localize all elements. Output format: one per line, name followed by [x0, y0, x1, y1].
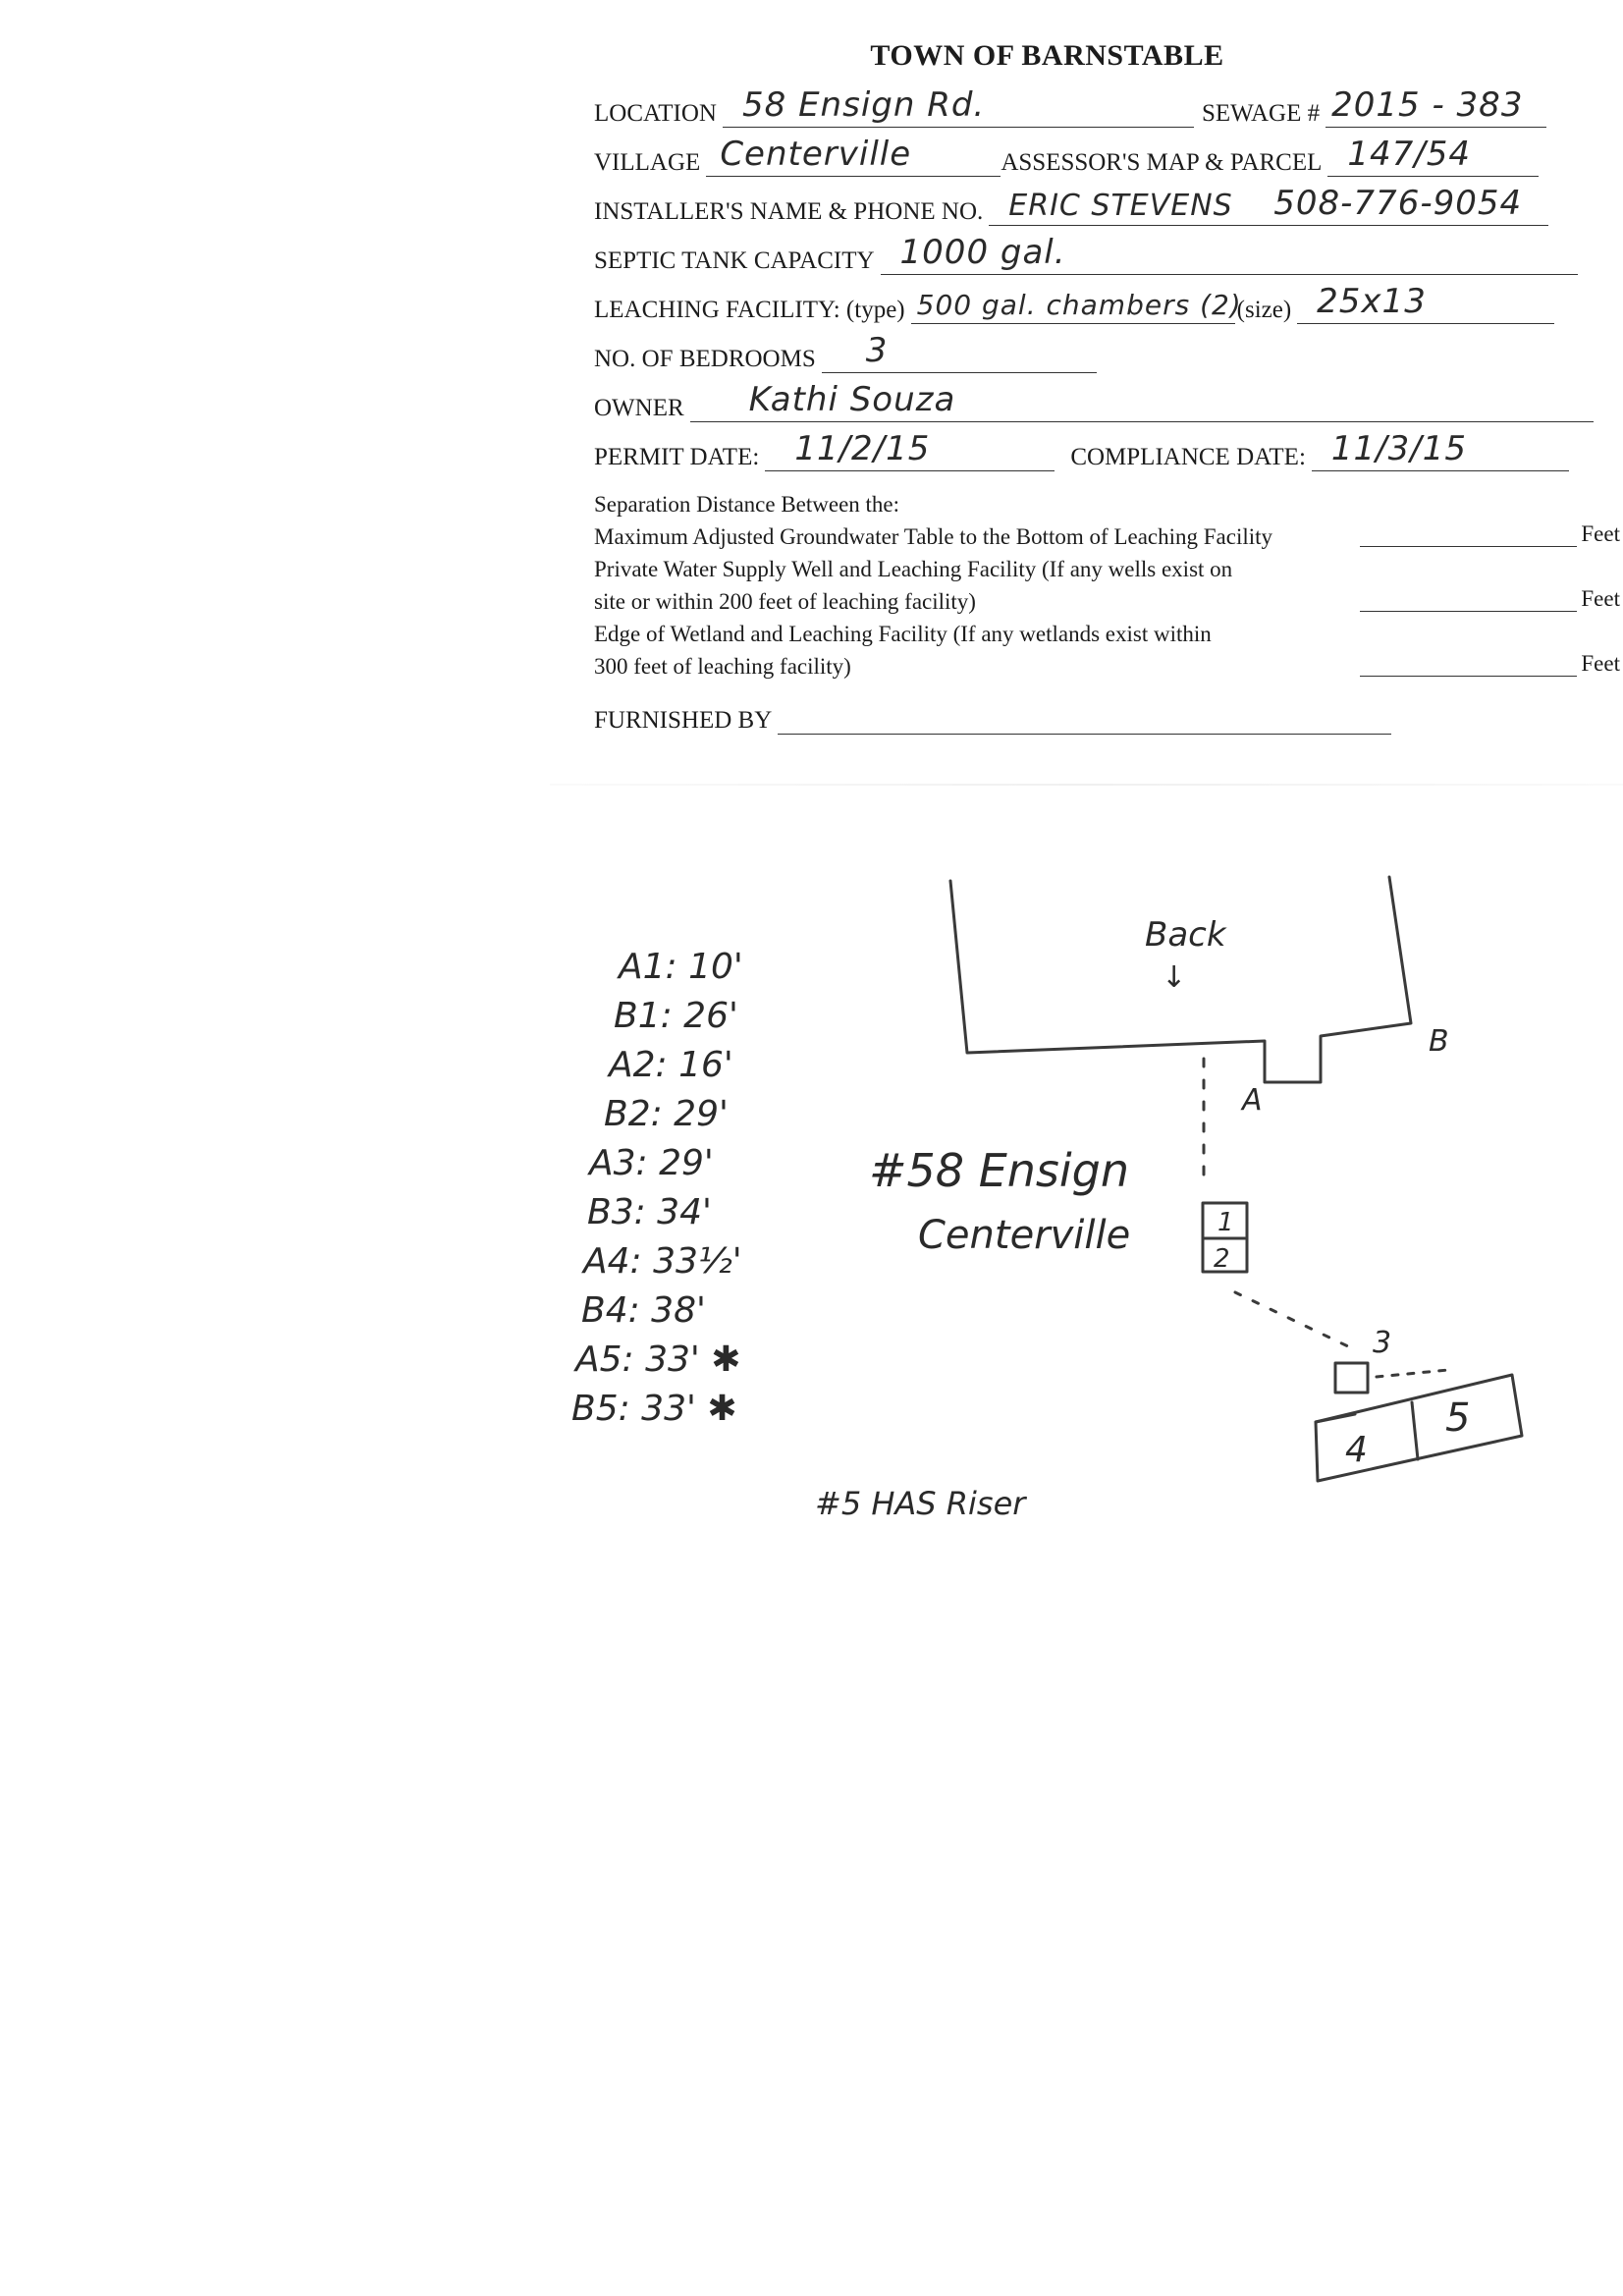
permit-label: PERMIT DATE:: [594, 444, 760, 470]
sewage-value: 2015 - 383: [1331, 85, 1524, 125]
installer-label: INSTALLER'S NAME & PHONE NO.: [594, 198, 984, 225]
measurement-item: B3: 34': [587, 1192, 712, 1232]
assessor-label: ASSESSOR'S MAP & PARCEL: [1001, 149, 1323, 176]
leaching-size-value: 25x13: [1317, 282, 1427, 321]
separation-item-wetland-line2: 300 feet of leaching facility): [594, 654, 851, 679]
measurement-item: B5: 33' ✱: [571, 1389, 737, 1429]
form-title: TOWN OF BARNSTABLE: [870, 39, 1224, 72]
village-label: VILLAGE: [594, 149, 701, 176]
bedrooms-label: NO. OF BEDROOMS: [594, 346, 816, 372]
leaching-type-value: 500 gal. chambers (2): [916, 289, 1242, 321]
separation-item-groundwater: Maximum Adjusted Groundwater Table to the Bottom of Leaching Facility: [594, 524, 1273, 549]
measurement-item: B1: 26': [614, 996, 738, 1036]
measurement-list: [569, 943, 743, 1434]
septic-label: SEPTIC TANK CAPACITY: [594, 247, 875, 274]
measurement-item: A4: 33½': [583, 1241, 742, 1282]
riser-note: #5 HAS Riser: [815, 1485, 1026, 1522]
separation-item-wetland-line1: Edge of Wetland and Leaching Facility (If any wetlands exist within: [594, 622, 1212, 646]
measurement-item: A1: 10': [619, 947, 743, 987]
location-value: 58 Ensign Rd.: [742, 85, 986, 125]
furnished-label: FURNISHED BY: [594, 707, 773, 734]
owner-label: OWNER: [594, 395, 684, 421]
leaching-label: LEACHING FACILITY: (type): [594, 297, 905, 323]
sewage-label: SEWAGE #: [1202, 100, 1321, 127]
location-label: LOCATION: [594, 100, 717, 127]
compliance-value: 11/3/15: [1330, 429, 1467, 468]
size-label: (size): [1236, 297, 1292, 323]
feet-label: Feet: [1581, 651, 1620, 676]
permit-value: 11/2/15: [794, 429, 931, 468]
bedrooms-value: 3: [865, 331, 889, 370]
pipe-line-2: [1235, 1292, 1350, 1347]
box-2-label: 2: [1214, 1244, 1230, 1274]
separation-item-well-line2: site or within 200 feet of leaching facility): [594, 589, 976, 614]
back-label: Back: [1145, 915, 1226, 955]
septic-value: 1000 gal.: [899, 233, 1066, 272]
point-a-label: A: [1242, 1083, 1263, 1118]
box-1-label: 1: [1217, 1208, 1234, 1237]
separation-heading: Separation Distance Between the:: [594, 492, 900, 517]
feet-label: Feet: [1581, 521, 1620, 546]
installer-name: ERIC STEVENS: [1008, 189, 1233, 223]
installer-phone: 508-776-9054: [1273, 184, 1523, 223]
measurement-item: B4: 38': [581, 1290, 706, 1331]
address-line1: #58 Ensign: [869, 1144, 1130, 1197]
measurement-item: A5: 33' ✱: [575, 1339, 741, 1380]
measurement-item: A2: 16': [609, 1045, 733, 1085]
feet-label: Feet: [1581, 586, 1620, 611]
point-b-label: B: [1429, 1024, 1449, 1059]
box-3-label: 3: [1373, 1326, 1392, 1360]
assessor-value: 147/54: [1347, 135, 1472, 174]
measurement-item: B2: 29': [604, 1094, 729, 1134]
village-value: Centerville: [720, 135, 912, 174]
box-4-label: 4: [1345, 1430, 1368, 1470]
back-arrow: ↓: [1162, 960, 1187, 995]
compliance-label: COMPLIANCE DATE:: [1070, 444, 1306, 470]
owner-value: Kathi Souza: [748, 380, 956, 419]
separation-item-well-line1: Private Water Supply Well and Leaching Facility (If any wells exist on: [594, 557, 1233, 581]
box-5-label: 5: [1445, 1395, 1471, 1441]
address-line2: Centerville: [918, 1213, 1131, 1258]
distribution-box-3: [1335, 1363, 1368, 1393]
measurement-item: A3: 29': [589, 1143, 714, 1183]
